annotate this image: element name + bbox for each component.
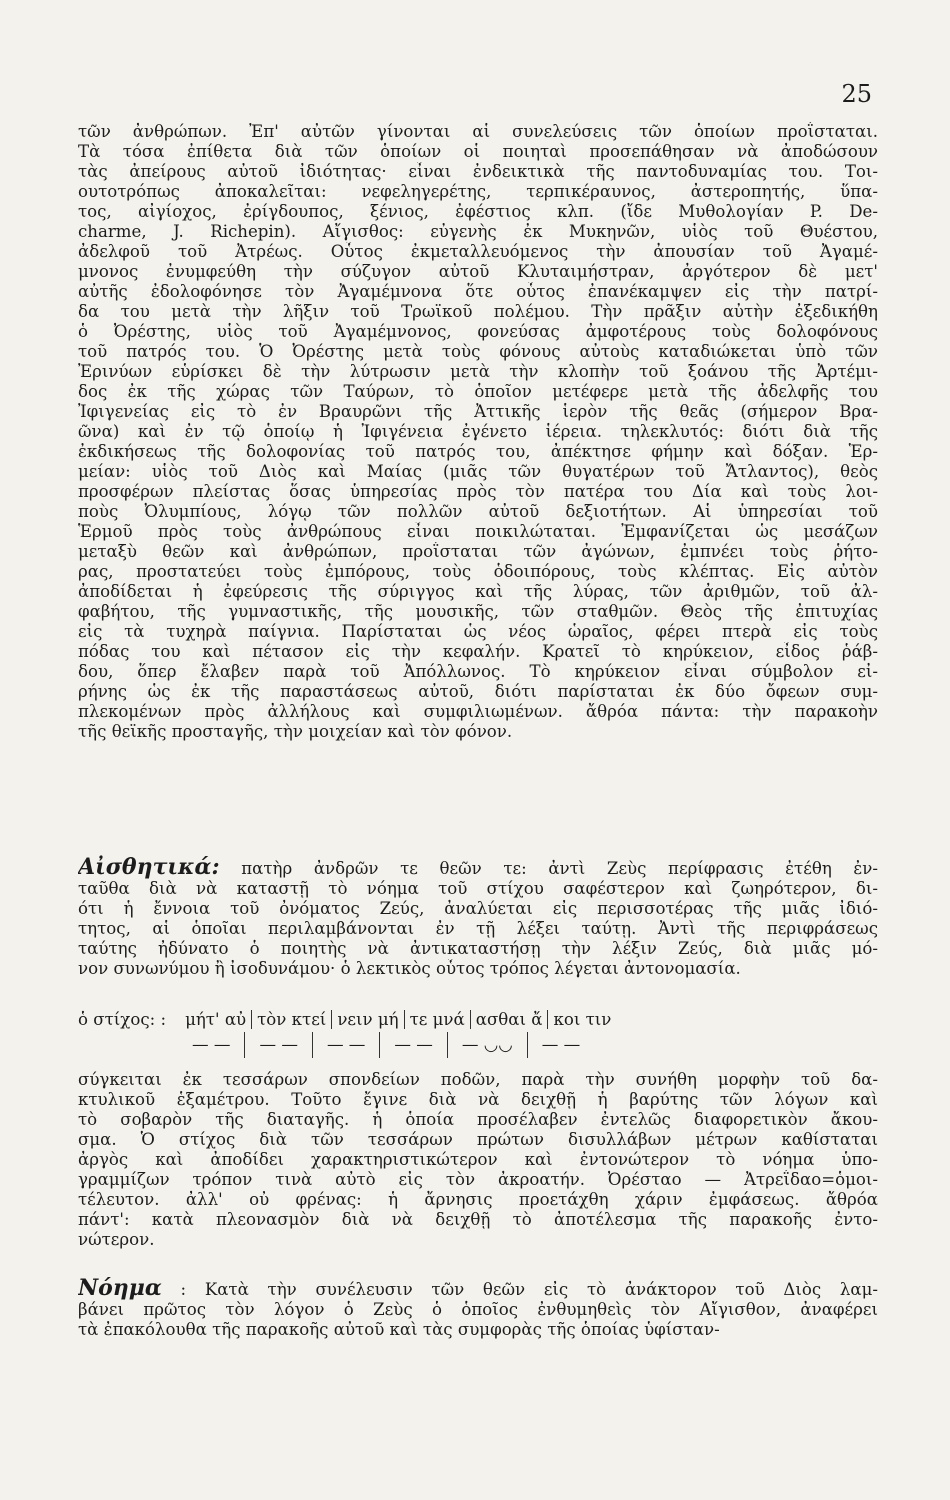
text-line: ταῦθα διὰ νὰ καταστῇ τὸ νόημα τοῦ στίχου σαφέστερον καὶ ζωηρότερον, δι- <box>78 879 878 898</box>
verse-analysis-block <box>78 1070 878 1250</box>
text-line: προσφέρων πλείστας ὅσας ὑπηρεσίας πρὸς τὸν πατέρα του Δία καὶ τοὺς λοι- <box>78 482 878 501</box>
meter-label: ὁ στίχος: : <box>78 1009 167 1029</box>
text-line: τὰς ἀπείρους αὐτοῦ ἰδιότητας· εἶναι ἐνδεικτικὰ τῆς παντοδυναμίας του. Τοι- <box>78 162 878 181</box>
meter-scheme <box>78 1006 878 1058</box>
text-line: τὸ σοβαρὸν τῆς διαταγῆς. ἡ ὁποία προσέλαβεν ἐντελῶς διαφορετικὸν ἄκου- <box>78 1110 878 1129</box>
aesthetics-first-line <box>78 855 878 879</box>
text-line: σμα. Ὁ στίχος διὰ τῶν τεσσάρων πρώτων δισυλλάβων μέτρων καθίσταται <box>78 1130 878 1149</box>
text-line: τητος, αἱ ὁποῖαι περιλαμβάνονται ἐν τῇ λέξει ταύτῃ. Ἀντὶ τῆς περιφράσεως <box>78 919 878 938</box>
text-line: πατὴρ ἀνδρῶν τε θεῶν τε: ἀντὶ Ζεὺς περίφρασις ἐτέθη ἐν- <box>219 859 878 878</box>
text-line: πλεκομένων πρὸς ἀλλήλους καὶ συμφιλιωμένων. ἄθρόα πάντα: τὴν παρακοὴν <box>78 702 878 721</box>
text-line: δα του μετὰ τὴν λῆξιν τοῦ Τρωϊκοῦ πολέμου. Τὴν πρᾶξιν αὐτὴν ἐξεδικήθη <box>78 302 878 321</box>
text-line: τος, αἰγίοχος, ἐρίγδουπος, ξένιος, ἐφέστιος κλπ. (ἴδε Μυθολογίαν P. De- <box>78 202 878 221</box>
text-line: ἀργὸς καὶ ἀποδίδει χαρακτηριστικώτερον καὶ ἐντονώτερον τὸ νόημα ὑπο- <box>78 1150 878 1169</box>
text-line: Ἰφιγενείας εἰς τὸ ἐν Βραυρῶνι τῆς Ἀττικῆς ἱερὸν τῆς θεᾶς (σήμερον Βρα- <box>78 402 878 421</box>
meter-marks <box>178 1032 878 1058</box>
text-line: βάνει πρῶτος τὸν λόγον ὁ Ζεὺς ὁ ὁποῖος ἐνθυμηθεὶς τὸν Αἴγισθον, ἀναφέρει <box>78 1300 878 1319</box>
meaning-first-line <box>78 1276 878 1300</box>
page-number: 25 <box>841 80 872 108</box>
text-line: σύγκειται ἐκ τεσσάρων σπονδείων ποδῶν, παρὰ τὴν συνήθη μορφὴν τοῦ δα- <box>78 1070 878 1089</box>
text-line: Ἐρινύων εὑρίσκει δὲ τὴν λύτρωσιν μετὰ τὴν κλοπὴν τοῦ ξοάνου τῆς Ἀρτέμι- <box>78 362 878 381</box>
text-line: μνονος ἐνυμφεύθη τὴν σύζυγον αὐτοῦ Κλυταιμήστραν, ἀργότερον δὲ μετ' <box>78 262 878 281</box>
text-line: ὁ Ὀρέστης, υἱὸς τοῦ Ἀγαμέμνονος, φονεύσας ἀμφοτέρους τοὺς δολοφόνους <box>78 322 878 341</box>
text-line: τῆς θεϊκῆς προσταγῆς, τὴν μοιχείαν καὶ τὸν φόνον. <box>78 722 513 741</box>
text-line: ἀποδίδεται ἡ ἐφεύρεσις τῆς σύριγγος καὶ τῆς λύρας, τῶν ἀριθμῶν, τοῦ ἀλ- <box>78 582 878 601</box>
meter-foot: ασθαι ἄ <box>470 1010 548 1029</box>
section-heading: Αἰσθητικά: <box>78 855 220 879</box>
text-line: τοῦ πατρός του. Ὁ Ὀρέστης μετὰ τοὺς φόνους αὐτοὺς καταδιώκεται ὑπὸ τῶν <box>78 342 878 361</box>
text-line: ῶνα) καὶ ἐν τῷ ὁποίῳ ἡ Ἰφιγένεια ἐγένετο ἱέρεια. τηλεκλυτός: διότι διὰ τῆς <box>78 422 878 441</box>
text-line: ἀδελφοῦ τοῦ Ἀτρέως. Οὗτος ἐκμεταλλευόμενος τὴν ἀπουσίαν τοῦ Ἀγαμέ- <box>78 242 878 261</box>
text-line: νώτερον. <box>78 1230 155 1249</box>
meter-foot: κοι τιν <box>547 1010 616 1029</box>
text-line: εἰς τὰ τυχηρὰ παίγνια. Παρίσταται ὡς νέος ὡραῖος, φέρει πτερὰ εἰς τοὺς <box>78 622 878 641</box>
text-line: τέλευτον. ἀλλ' οὐ φρένας: ἡ ἄρνησις προετάχθη χάριν ἐμφάσεως. ἄθρόα <box>78 1190 878 1209</box>
text-line: Τὰ τόσα ἐπίθετα διὰ τῶν ὁποίων οἱ ποιηταὶ προσεπάθησαν νὰ ἀποδώσουν <box>78 142 878 161</box>
text-line: δου, ὅπερ ἔλαβεν παρὰ τοῦ Ἀπόλλωνος. Τὸ κηρύκειον εἶναι σύμβολον εἰ- <box>78 662 878 681</box>
text-line: δος ἐκ τῆς χώρας τῶν Ταύρων, τὸ ὁποῖον μετέφερε μετὰ τῆς ἀδελφῆς του <box>78 382 878 401</box>
text-line: ρας, προστατεύει τοὺς ἐμπόρους, τοὺς ὁδοιπόρους, τοὺς κλέπτας. Εἰς αὐτὸν <box>78 562 878 581</box>
text-line: : Κατὰ τὴν συνέλευσιν τῶν θεῶν εἰς τὸ ἀνάκτορον τοῦ Διὸς λαμ- <box>161 1280 878 1299</box>
text-line: ποὺς Ὀλυμπίους, λόγῳ τῶν πολλῶν αὐτοῦ δεξιοτήτων. Αἱ ὑπηρεσίαι τοῦ <box>78 502 878 521</box>
meaning-section <box>78 1276 878 1340</box>
text-line: ρήνης ὡς ἐκ τῆς παραστάσεως αὐτοῦ, διότι παρίσταται ἐκ δύο ὄφεων συμ- <box>78 682 878 701</box>
meter-feet <box>180 1010 616 1029</box>
commentary-block <box>78 122 878 742</box>
meter-foot: νειν μή <box>331 1010 403 1029</box>
text-line: γραμμίζων τρόπον τινὰ αὐτὸ εἰς τὸν ἀκροατήν. Ὀρέσταο — Ἀτρεΐδαο=ὁμοι- <box>78 1170 878 1189</box>
text-line: ταύτης ἠδύνατο ὁ ποιητὴς νὰ ἀντικαταστήσῃ τὴν λέξιν Ζεύς, διὰ μιᾶς μό- <box>78 939 878 958</box>
text-line: Ἑρμοῦ πρὸς τοὺς ἀνθρώπους εἶναι ποικιλώταται. Ἐμφανίζεται ὡς μεσάζων <box>78 522 878 541</box>
text-line: μεταξὺ θεῶν καὶ ἀνθρώπων, προΐσταται τῶν ἀγώνων, ἐμπνέει τοὺς ῥήτο- <box>78 542 878 561</box>
text-line: charme, J. Richepin). Αἴγισθος: εὐγενὴς ἐκ Μυκηνῶν, υἱὸς τοῦ Θυέστου, <box>78 222 878 241</box>
text-line: κτυλικοῦ ἑξαμέτρου. Τοῦτο ἔγινε διὰ νὰ δειχθῇ ἡ βαρύτης τῶν λόγων καὶ <box>78 1090 878 1109</box>
meter-foot: τε μνά <box>404 1010 470 1029</box>
meter-mark: — — <box>192 1035 231 1054</box>
section-heading: Νόημα <box>78 1276 162 1300</box>
text-line: τῶν ἀνθρώπων. Ἐπ' αὐτῶν γίνονται αἱ συνελεύσεις τῶν ὁποίων προΐσταται. <box>78 122 878 141</box>
meter-foot: τὸν κτεί <box>251 1010 331 1029</box>
text-line: μείαν: υἱὸς τοῦ Διὸς καὶ Μαίας (μιᾶς τῶν θυγατέρων τοῦ Ἄτλαντος), θεὸς <box>78 462 878 481</box>
text-line: αὐτῆς ἐδολοφόνησε τὸν Ἀγαμέμνονα ὅτε οὗτος ἐπανέκαμψεν εἰς τὴν πατρί- <box>78 282 878 301</box>
meter-mark: — — <box>527 1032 594 1058</box>
text-line: ουτοτρόπως ἀποκαλεῖται: νεφεληγερέτης, τερπικέραυνος, ἀστεροπητής, ὕπα- <box>78 182 878 201</box>
text-line: πόδας του καὶ πέτασον εἰς τὴν κεφαλήν. Κρατεῖ τὸ κηρύκειον, εἶδος ῥάβ- <box>78 642 878 661</box>
meter-mark: — — <box>312 1032 379 1058</box>
text-line: φαβήτου, τῆς γυμναστικῆς, τῆς μουσικῆς, τῶν σταθμῶν. Θεὸς τῆς ἐπιτυχίας <box>78 602 878 621</box>
meter-foot: μήτ' αὐ <box>185 1009 247 1029</box>
text-line: τὰ ἐπακόλουθα τῆς παρακοῆς αὐτοῦ καὶ τὰς συμφορὰς τῆς ὁποίας ὑφίσταν- <box>78 1320 720 1339</box>
text-line: νον συνωνύμου ἢ ἰσοδυνάμου· ὁ λεκτικὸς οὗτος τρόπος λέγεται ἀντονομασία. <box>78 959 741 978</box>
text-line: ἐκδικήσεως τῆς δολοφονίας τοῦ πατρός του, ἀπέκτησε φήμην καὶ δόξαν. Ἑρ- <box>78 442 878 461</box>
text-line: πάντ': κατὰ πλεονασμὸν διὰ νὰ δειχθῇ τὸ ἀποτέλεσμα τῆς παρακοῆς ἐντο- <box>78 1210 878 1229</box>
aesthetics-section <box>78 855 878 979</box>
meter-mark: — ◡◡ <box>447 1032 527 1058</box>
text-line: ότι ἡ ἔννοια τοῦ ὀνόματος Ζεύς, ἀναλύεται εἰς περισσοτέρας τῆς μιᾶς ἰδιό- <box>78 899 878 918</box>
meter-mark: — — <box>244 1032 311 1058</box>
meter-mark: — — <box>379 1032 446 1058</box>
